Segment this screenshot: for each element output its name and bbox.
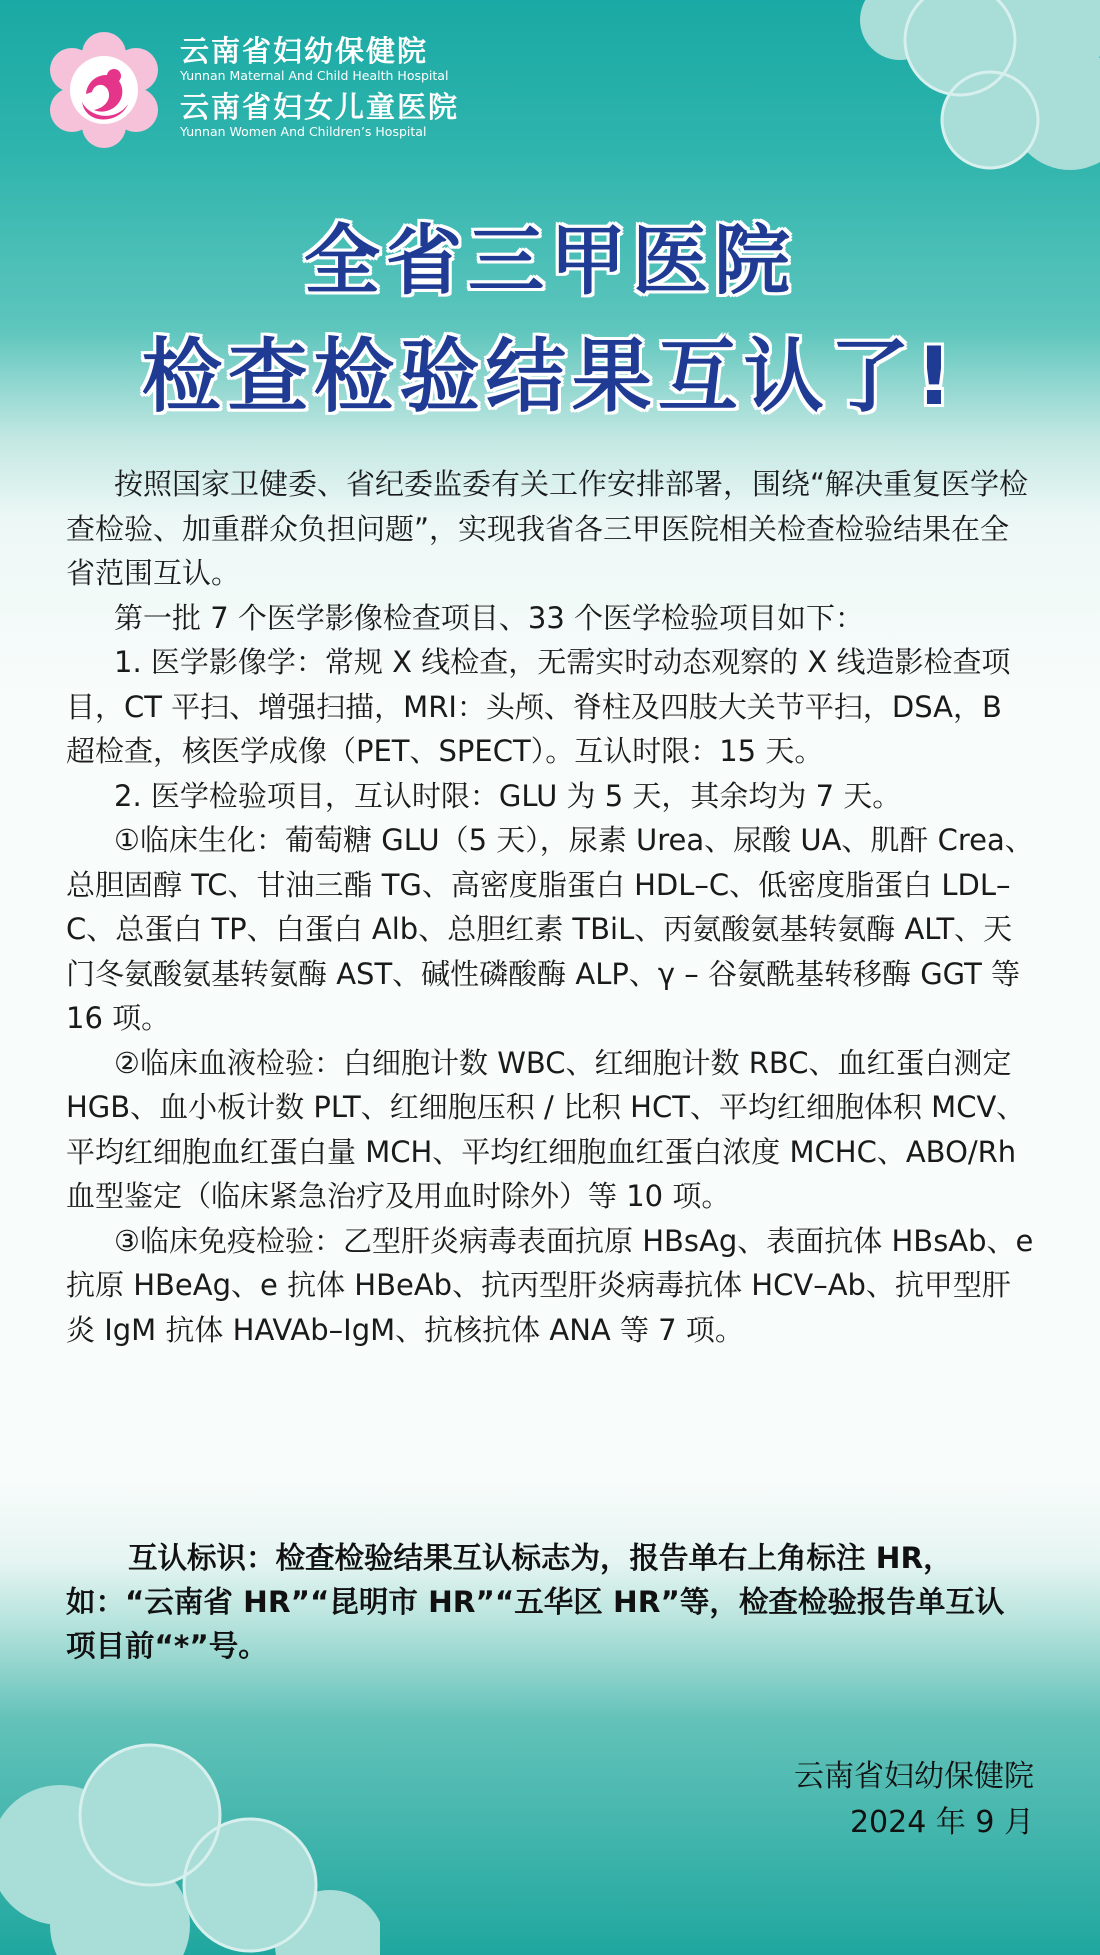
cloud-decoration-top-right [770, 0, 1100, 190]
hr-mark-note [66, 1536, 1026, 1668]
page-title-line-2: 检查检验结果互认了! [141, 330, 959, 423]
signature-block [794, 1754, 1034, 1846]
hospital-name-zh-2: 云南省妇女儿童医院 [180, 90, 460, 124]
signature-org: 云南省妇幼保健院 [794, 1759, 1034, 1794]
hospital-logo-icon [46, 32, 162, 148]
page-title-line-1: 全省三甲医院 [304, 216, 796, 305]
cloud-decoration-bottom-left [0, 1735, 380, 1955]
hr-mark-text: 互认标识：检查检验结果互认标志为，报告单右上角标注 HR，如：“云南省 HR”“昆明市 HR”“五华区 HR”等，检查检验报告单互认项目前“*”号。 [66, 1541, 1005, 1663]
notice-body [66, 462, 1036, 1352]
hospital-name-zh-1: 云南省妇幼保健院 [180, 34, 429, 68]
body-paragraph-imaging: 1. 医学影像学：常规 X 线检查，无需实时动态观察的 X 线造影检查项目，CT 平扫、增强扫描，MRI：头颅、脊柱及四肢大关节平扫，DSA，B 超检查，核医学成像（PET、SPECT）。互认时限：15 天。 [66, 645, 1011, 768]
body-paragraph-intro: 按照国家卫健委、省纪委监委有关工作安排部署，围绕“解决重复医学检查检验、加重群众负担问题”，实现我省各三甲医院相关检查检验结果在全省范围互认。 [66, 467, 1029, 590]
body-paragraph-immunology: ③临床免疫检验：乙型肝炎病毒表面抗原 HBsAg、表面抗体 HBsAb、e 抗原 HBeAg、e 抗体 HBeAb、抗丙型肝炎病毒抗体 HCV–Ab、抗甲型肝炎 IgM 抗体 HAVAb–IgM、抗核抗体 ANA 等 7 项。 [66, 1223, 1034, 1347]
hospital-names [180, 34, 459, 146]
body-paragraph-biochemistry: ①临床生化：葡萄糖 GLU（5 天），尿素 Urea、尿酸 UA、肌酐 Crea、总胆固醇 TC、甘油三酯 TG、高密度脂蛋白 HDL–C、低密度脂蛋白 LDL–C、总蛋白 TP、白蛋白 Alb、总胆红素 TBiL、丙氨酸氨基转氨酶 ALT、天门冬氨酸氨基转氨酶 AST、碱性磷酸酶 ALP、γ – 谷氨酰基转移酶 GGT 等 16 项。 [66, 823, 1034, 1035]
hospital-name-en-1: Yunnan Maternal And Child Health Hospital [180, 68, 449, 83]
signature-date: 2024 年 9 月 [849, 1805, 1034, 1840]
hospital-name-en-2: Yunnan Women And Children’s Hospital [180, 124, 427, 139]
body-paragraph-hematology: ②临床血液检验：白细胞计数 WBC、红细胞计数 RBC、血红蛋白测定 HGB、血小板计数 PLT、红细胞压积 / 比积 HCT、平均红细胞体积 MCV、平均红细胞血红蛋白量 MCH、平均红细胞血红蛋白浓度 MCHC、ABO/Rh 血型鉴定（临床紧急治疗及用血时除外）等 10 项。 [66, 1045, 1026, 1213]
hospital-header [46, 30, 459, 150]
body-paragraph-lab-items: 2. 医学检验项目，互认时限：GLU 为 5 天，其余均为 7 天。 [114, 778, 902, 813]
body-paragraph-batch: 第一批 7 个医学影像检查项目、33 个医学检验项目如下： [114, 600, 865, 635]
